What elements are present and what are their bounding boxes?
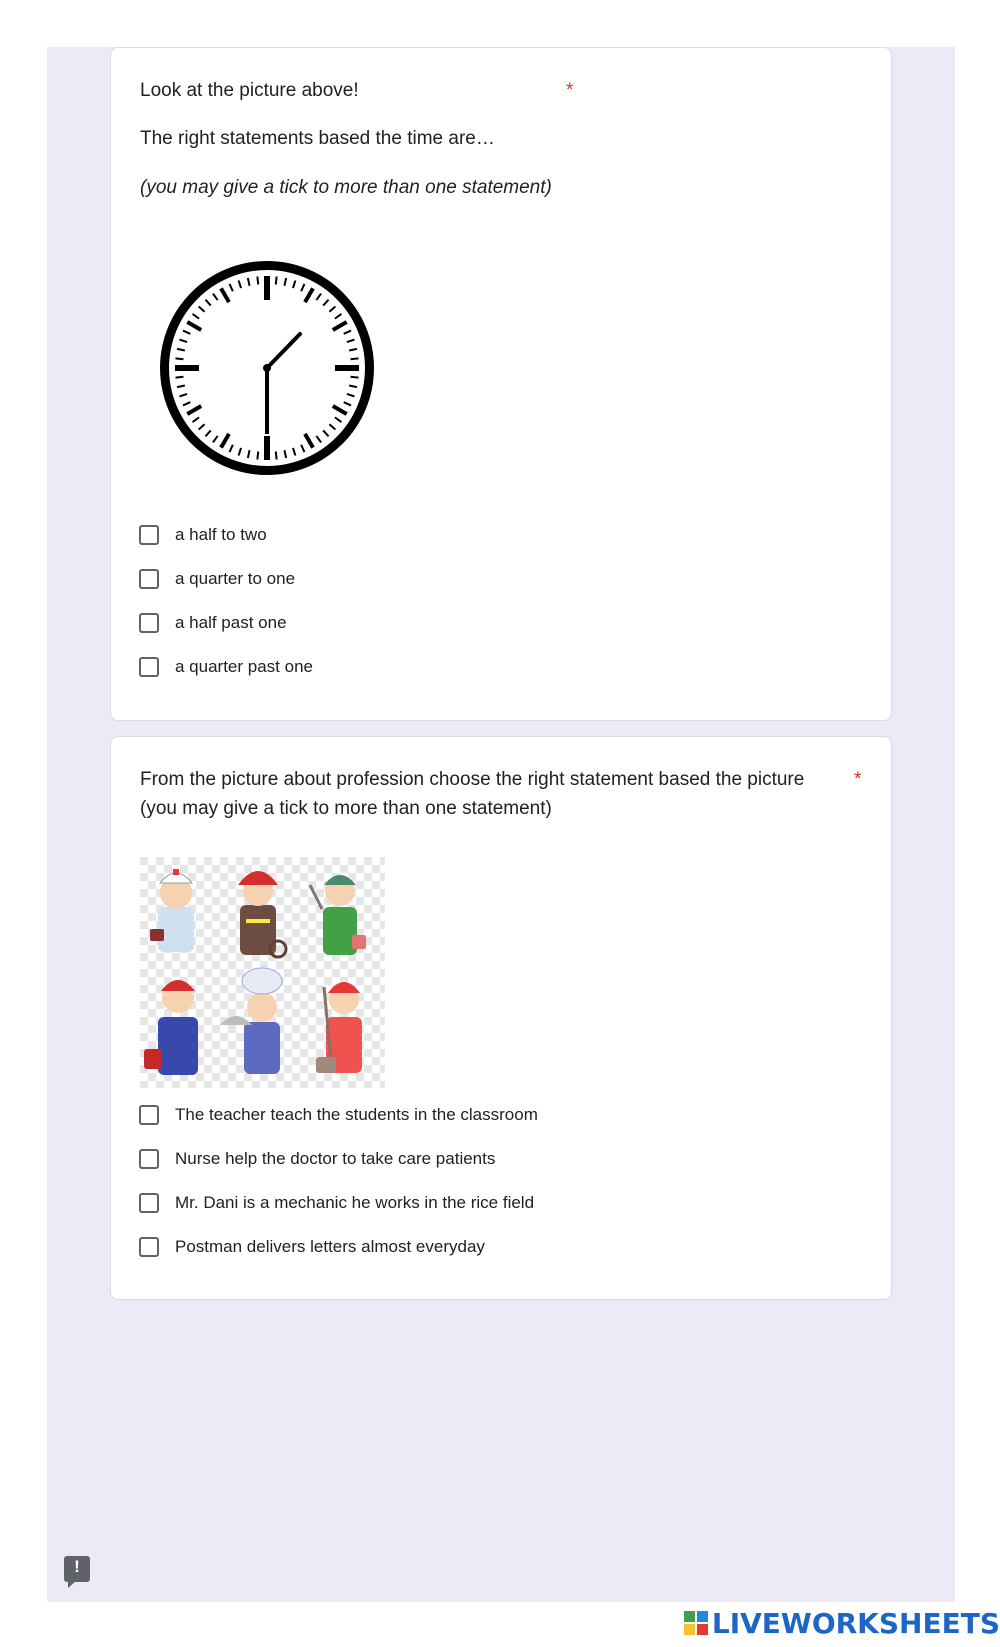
option-checkbox-2[interactable] — [139, 566, 295, 592]
professions-illustration — [140, 857, 385, 1088]
question-title: From the picture about profession choose the right statement based the picture — [140, 769, 805, 790]
checkbox[interactable] — [139, 569, 159, 589]
clock-tick — [257, 452, 258, 460]
option-label: a quarter to one — [175, 569, 296, 588]
option-checkbox-1[interactable] — [139, 522, 267, 548]
option-label: Mr. Dani is a mechanic he works in the rice field — [175, 1193, 535, 1212]
brand-mark-icon — [684, 1611, 708, 1635]
option-checkbox-2[interactable] — [139, 1146, 495, 1172]
clock-tick — [351, 358, 359, 359]
option-label: a quarter past one — [175, 657, 313, 676]
feedback-icon[interactable] — [64, 1556, 90, 1582]
checkbox[interactable] — [139, 613, 159, 633]
liveworksheets-logo[interactable] — [684, 1606, 1000, 1640]
option-checkbox-4[interactable] — [139, 1234, 485, 1260]
required-asterisk: * — [854, 769, 862, 790]
checkbox[interactable] — [139, 1237, 159, 1257]
clock-tick — [276, 277, 277, 285]
checkbox[interactable] — [139, 1149, 159, 1169]
option-checkbox-4[interactable] — [139, 654, 313, 680]
clock-tick — [176, 358, 184, 359]
clock-icon — [155, 256, 379, 480]
question-card-profession — [110, 736, 892, 1300]
checkbox[interactable] — [139, 657, 159, 677]
question-subtitle: The right statements based the time are… — [140, 128, 495, 149]
question-title: Look at the picture above! — [140, 80, 359, 101]
clock-tick — [176, 377, 184, 378]
required-asterisk: * — [566, 80, 574, 101]
question-hint: (you may give a tick to more than one statement) — [140, 177, 552, 198]
checkbox[interactable] — [139, 1105, 159, 1125]
clock-tick — [351, 377, 359, 378]
checkbox[interactable] — [139, 525, 159, 545]
option-label: The teacher teach the students in the classroom — [175, 1105, 538, 1124]
question-hint: (you may give a tick to more than one statement) — [140, 798, 552, 819]
option-checkbox-3[interactable] — [139, 610, 287, 636]
option-label: a half to two — [175, 525, 267, 544]
option-checkbox-1[interactable] — [139, 1102, 538, 1128]
option-checkbox-3[interactable] — [139, 1190, 534, 1216]
feedback-glyph: ! — [74, 1557, 80, 1576]
clock-tick — [276, 452, 277, 460]
option-label: Nurse help the doctor to take care patients — [175, 1149, 496, 1168]
clock-tick — [257, 277, 258, 285]
checkbox[interactable] — [139, 1193, 159, 1213]
option-label: a half past one — [175, 613, 287, 632]
brand-name: LIVEWORKSHEETS — [711, 1606, 1000, 1640]
option-label: Postman delivers letters almost everyday — [175, 1237, 485, 1256]
question-card-time — [110, 47, 892, 721]
